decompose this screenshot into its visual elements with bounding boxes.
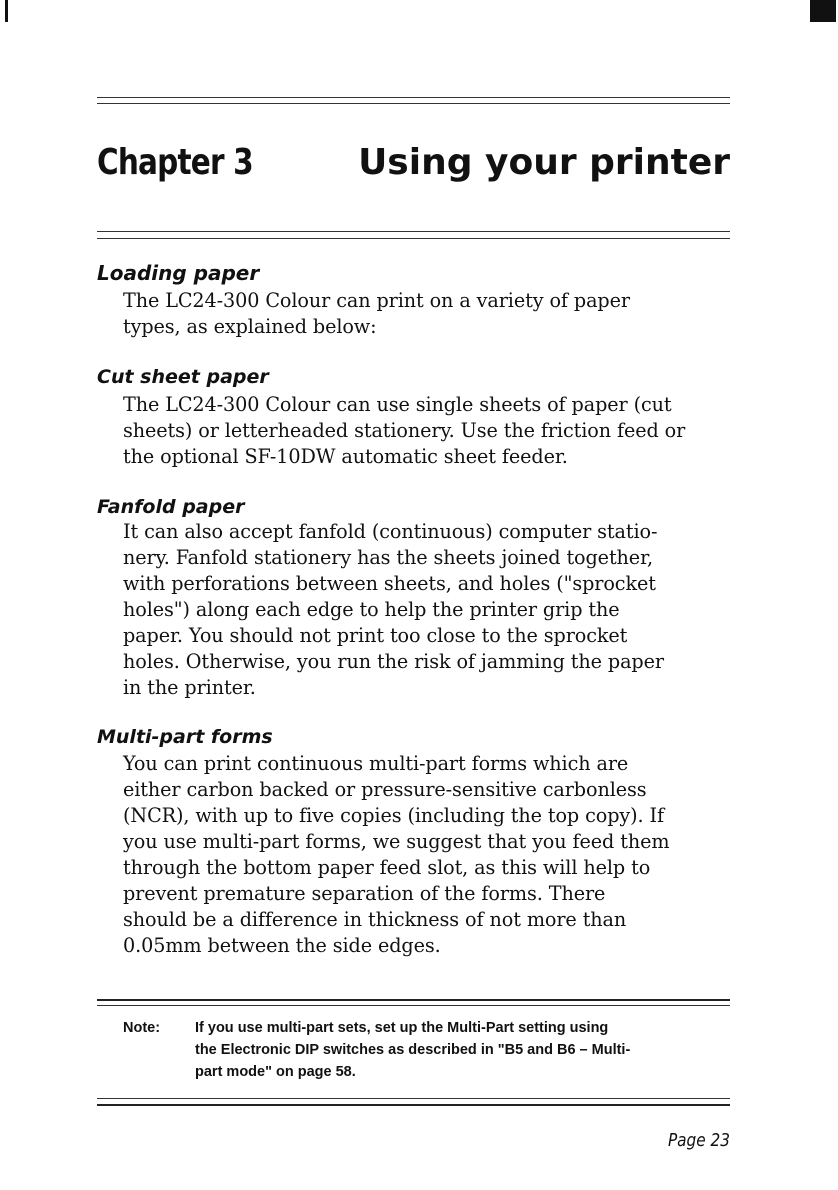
text-line: in the printer. [123, 676, 256, 699]
text-line: sheets) or letterheaded stationery. Use the friction feed or [123, 419, 686, 442]
note-rule-lower [97, 1005, 730, 1006]
text-line: with perforations between sheets, and holes ("sprocket [123, 572, 656, 595]
text-line: either carbon backed or pressure-sensitive carbonless [123, 778, 647, 801]
loading-paper-text [123, 288, 735, 340]
note-label: Note: [123, 1020, 161, 1036]
text-line: The LC24-300 Colour can use single sheets of paper (cut [123, 393, 672, 416]
text-line: prevent premature separation of the forms. There [123, 882, 606, 905]
cut-sheet-text [123, 392, 735, 470]
note-line: If you use multi-part sets, set up the Multi-Part setting using [195, 1020, 609, 1036]
fanfold-text [123, 519, 735, 701]
text-line: You can print continuous multi-part forms which are [123, 752, 629, 775]
page-number: Page 23 [667, 1130, 730, 1151]
header-rule-lower [97, 238, 730, 239]
cut-sheet-heading: Cut sheet paper [97, 366, 269, 388]
note-rule-upper [97, 999, 730, 1001]
note-line: part mode" on page 58. [195, 1064, 356, 1080]
multi-part-heading: Multi-part forms [97, 726, 273, 748]
text-line: It can also accept fanfold (continuous) computer statio- [123, 520, 658, 543]
loading-paper-heading: Loading paper [97, 261, 260, 285]
fanfold-heading: Fanfold paper [97, 496, 245, 518]
text-line: through the bottom paper feed slot, as this will help to [123, 856, 651, 879]
text-line: nery. Fanfold stationery has the sheets joined together, [123, 546, 654, 569]
chapter-number: Chapter 3 [97, 142, 253, 183]
text-line: holes. Otherwise, you run the risk of jamming the paper [123, 650, 664, 673]
multi-part-text [123, 751, 735, 959]
text-line: the optional SF-10DW automatic sheet feeder. [123, 445, 568, 468]
text-line: The LC24-300 Colour can print on a variety of paper [123, 289, 630, 312]
text-line: paper. You should not print too close to the sprocket [123, 624, 628, 647]
text-line: 0.05mm between the side edges. [123, 934, 441, 957]
text-line: holes") along each edge to help the printer grip the [123, 598, 620, 621]
note-line: the Electronic DIP switches as described in "B5 and B6 – Multi- [195, 1042, 631, 1058]
note-text [195, 1017, 735, 1083]
top-rule-upper [97, 97, 730, 98]
text-line: (NCR), with up to five copies (including the top copy). If [123, 804, 664, 827]
footer-rule-lower [97, 1104, 730, 1106]
scan-mark-left [5, 0, 8, 22]
text-line: types, as explained below: [123, 315, 377, 338]
top-rule-lower [97, 103, 730, 104]
text-line: you use multi-part forms, we suggest that you feed them [123, 830, 670, 853]
scan-mark-right [810, 0, 836, 22]
chapter-title: Using your printer [358, 142, 730, 183]
chapter-header [97, 142, 730, 192]
header-rule-upper [97, 231, 730, 232]
text-line: should be a difference in thickness of not more than [123, 908, 627, 931]
footer-rule-upper [97, 1098, 730, 1099]
